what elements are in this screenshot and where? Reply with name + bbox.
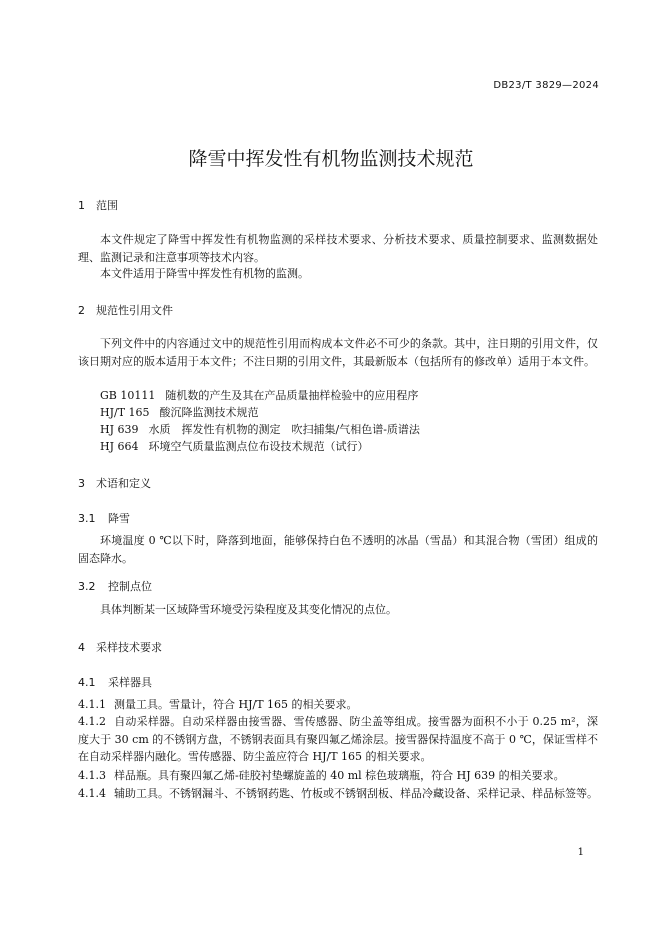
reference-item — [100, 404, 259, 422]
clause-item — [78, 696, 598, 714]
reference-code: GB 10111 — [100, 389, 156, 402]
reference-name: 酸沉降监测技术规范 — [159, 406, 259, 419]
section-title: 规范性引用文件 — [96, 304, 173, 317]
reference-item — [100, 438, 369, 456]
clause-text: 自动采样器。自动采样器由接雪器、雪传感器、防尘盖等组成。接雪器为面积不小于 0.25 m²，深度大于 30 cm 的不锈钢方盘，不锈钢表面具有聚四氟乙烯涂层。接雪器保持温度不高于 0 ℃，保证雪样不在自动采样器内融化。雪传感器、防尘盖应符合 HJ/T 165 的相关要求。 — [78, 715, 598, 764]
reference-item — [100, 421, 420, 439]
subsection-3-1-heading — [78, 510, 130, 526]
subsection-title: 降雪 — [108, 512, 130, 525]
subsection-title: 控制点位 — [108, 580, 152, 593]
subsection-number: 3.2 — [78, 580, 96, 593]
standard-number: DB23/T 3829—2024 — [493, 80, 599, 91]
section-number: 2 — [78, 304, 85, 317]
section-title: 术语和定义 — [96, 477, 151, 490]
reference-code: HJ 639 — [100, 423, 139, 436]
clause-number: 4.1.4 — [78, 787, 106, 800]
definition-3-2: 具体判断某一区域降雪环境受污染程度及其变化情况的点位。 — [100, 603, 397, 616]
subsection-4-1-heading — [78, 674, 152, 690]
reference-name: 随机数的产生及其在产品质量抽样检验中的应用程序 — [165, 389, 419, 402]
section-2-heading — [78, 302, 173, 318]
clause-item — [78, 713, 598, 766]
section-number: 1 — [78, 199, 85, 212]
section-number: 4 — [78, 641, 85, 654]
section-1-paragraph-2: 本文件适用于降雪中挥发性有机物的监测。 — [100, 267, 309, 280]
clause-item — [78, 767, 598, 785]
section-2-paragraph: 下列文件中的内容通过文中的规范性引用而构成本文件必不可少的条款。其中，注日期的引用文件，仅该日期对应的版本适用于本文件；不注日期的引用文件，其最新版本（包括所有的修改单）适用于本文件。 — [78, 337, 598, 368]
clause-text: 辅助工具。不锈钢漏斗、不锈钢药匙、竹板或不锈钢刮板、样品冷藏设备、采样记录、样品标签等。 — [114, 787, 598, 800]
subsection-3-2-heading — [78, 578, 152, 594]
section-title: 采样技术要求 — [96, 641, 162, 654]
clause-number: 4.1.3 — [78, 769, 106, 782]
subsection-number: 3.1 — [78, 512, 96, 525]
reference-code: HJ/T 165 — [100, 406, 150, 419]
reference-name: 环境空气质量监测点位布设技术规范（试行） — [148, 440, 369, 453]
document-title: 降雪中挥发性有机物监测技术规范 — [188, 148, 474, 170]
section-title: 范围 — [96, 199, 118, 212]
section-4-heading — [78, 639, 162, 655]
section-1-paragraph-1: 本文件规定了降雪中挥发性有机物监测的采样技术要求、分析技术要求、质量控制要求、监测数据处理、监测记录和注意事项等技术内容。 — [78, 233, 598, 264]
section-number: 3 — [78, 477, 85, 490]
clause-number: 4.1.2 — [78, 715, 106, 728]
reference-name: 水质 挥发性有机物的测定 吹扫捕集/气相色谱-质谱法 — [148, 423, 420, 436]
clause-text: 样品瓶。具有聚四氟乙烯-硅胶衬垫螺旋盖的 40 ml 棕色玻璃瓶，符合 HJ 639 的相关要求。 — [114, 769, 565, 782]
section-1-heading — [78, 197, 118, 213]
subsection-title: 采样器具 — [108, 676, 152, 689]
reference-item — [100, 387, 418, 405]
section-3-heading — [78, 475, 151, 491]
clause-text: 测量工具。雪量计，符合 HJ/T 165 的相关要求。 — [114, 698, 358, 711]
definition-3-1: 环境温度 0 ℃以下时，降落到地面，能够保持白色不透明的冰晶（雪晶）和其混合物（雪团）组成的固态降水。 — [78, 534, 598, 565]
reference-code: HJ 664 — [100, 440, 139, 453]
clause-item — [78, 785, 598, 803]
subsection-number: 4.1 — [78, 676, 96, 689]
page-number: 1 — [577, 847, 584, 858]
clause-number: 4.1.1 — [78, 698, 106, 711]
